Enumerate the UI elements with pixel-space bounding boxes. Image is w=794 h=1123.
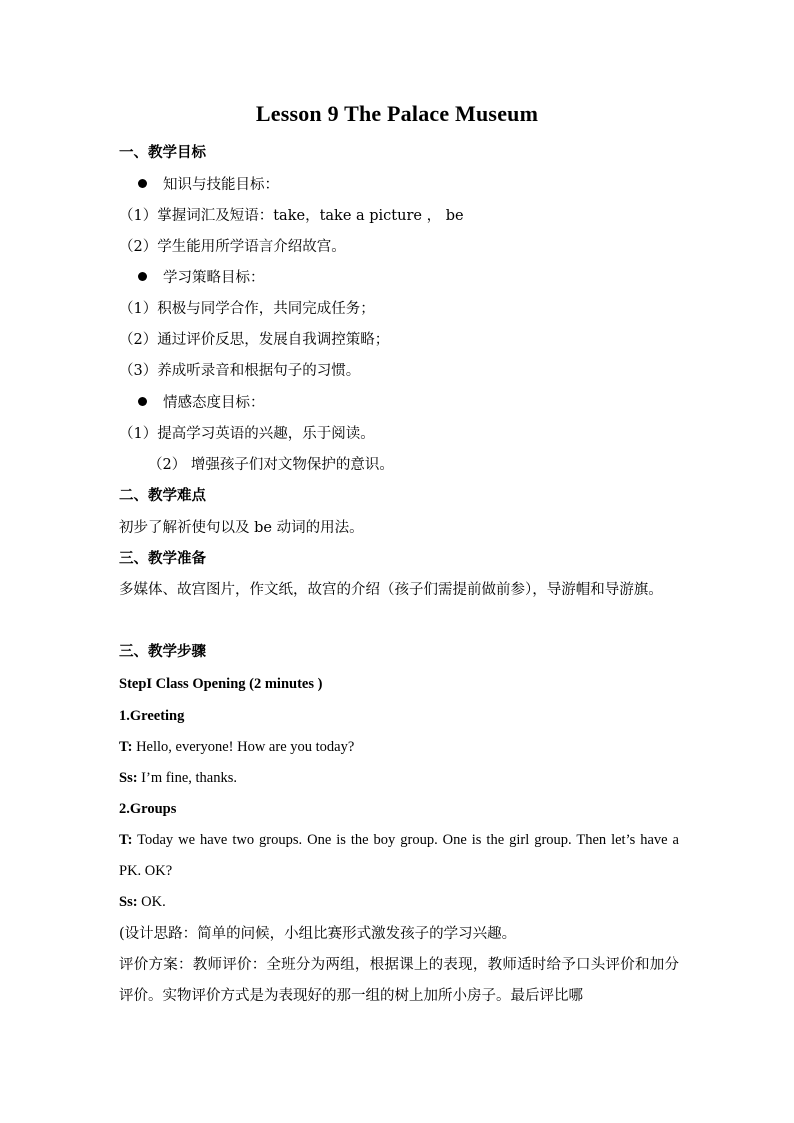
section-steps-heading: 三、教学步骤: [119, 643, 206, 660]
attitude-line-1: （1）提高学习英语的兴趣，乐于阅读。: [119, 426, 375, 442]
speaker-label: T:: [119, 832, 133, 848]
dialogue-text: I’m fine, thanks.: [137, 770, 238, 786]
bullet-label: 情感态度目标：: [163, 395, 265, 411]
bullet-emotion-attitude: [138, 393, 698, 413]
step-1-heading: StepI Class Opening (2 minutes ): [119, 676, 323, 692]
attitude-line-2: （2） 增强孩子们对文物保护的意识。: [148, 457, 394, 473]
preparation-text: 多媒体、故宫图片，作文纸，故宫的介绍（孩子们需提前做前参），导游帽和导游旗。: [119, 582, 663, 598]
bullet-dot-icon: [138, 272, 147, 281]
objective-line-1: （1）掌握词汇及短语：take，take a picture ， be: [119, 208, 464, 224]
strategy-line-2: （2）通过评价反思，发展自我调控策略；: [119, 332, 390, 348]
speaker-label: T:: [119, 739, 133, 755]
bullet-learning-strategy: [138, 268, 698, 288]
speaker-label: Ss:: [119, 894, 138, 910]
dialogue-teacher-2: [119, 825, 679, 887]
bullet-label: 学习策略目标：: [163, 270, 265, 286]
difficulty-text: 初步了解祈使句以及 be 动词的用法。: [119, 520, 364, 536]
dialogue-text: Today we have two groups. One is the boy group. One is the girl group. Then let’s have a PK. OK?: [119, 832, 679, 879]
speaker-label: Ss:: [119, 770, 138, 786]
dialogue-students-2: [119, 892, 679, 912]
dialogue-text: Hello, everyone! How are you today?: [132, 739, 355, 755]
bullet-dot-icon: [138, 179, 147, 188]
dialogue-teacher-1: [119, 737, 679, 757]
section-difficulty-heading: 二、教学难点: [119, 487, 206, 504]
groups-heading: 2.Groups: [119, 801, 177, 817]
greeting-heading: 1.Greeting: [119, 708, 185, 724]
evaluation-plan: 评价方案：教师评价：全班分为两组，根据课上的表现，教师适时给予口头评价和加分评价。实物评价方式是为表现好的那一组的树上加所小房子。最后评比哪: [119, 957, 679, 1004]
design-note: (设计思路：简单的问候，小组比赛形式激发孩子的学习兴趣。: [119, 926, 517, 942]
dialogue-students-1: [119, 768, 679, 788]
lesson-title: Lesson 9 The Palace Museum: [255, 101, 539, 126]
bullet-dot-icon: [138, 397, 147, 406]
bullet-knowledge-skills: [138, 175, 698, 195]
dialogue-text: OK.: [137, 894, 166, 910]
bullet-label: 知识与技能目标：: [163, 177, 279, 193]
objective-line-2: （2）学生能用所学语言介绍故宫。: [119, 239, 346, 255]
section-objectives-heading: 一、教学目标: [119, 144, 206, 161]
strategy-line-3: （3）养成听录音和根据句子的习惯。: [119, 363, 361, 379]
section-preparation-heading: 三、教学准备: [119, 550, 206, 567]
strategy-line-1: （1）积极与同学合作，共同完成任务；: [119, 301, 375, 317]
